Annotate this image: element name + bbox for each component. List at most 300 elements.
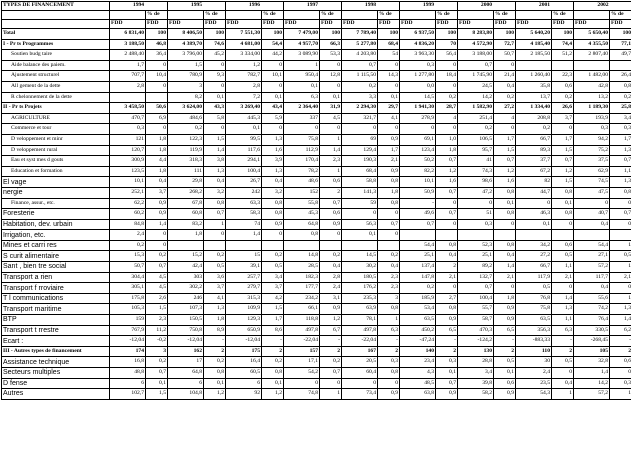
cell-value: 47,2 [458,187,494,198]
cell-percent: 0,9 [436,389,458,400]
cell-value: 152 [284,187,320,198]
cell-value: 3 796,00 [168,50,204,61]
cell-value: -883,33 [516,336,552,347]
cell-value: 68,4 [342,166,378,177]
cell-value: 55,8 [284,198,320,209]
cell-percent: 0,1 [204,378,226,389]
cell-value: 129,4 [342,145,378,156]
cell-percent: 68,4 [378,39,400,50]
cell-value [516,60,552,71]
year-1998: 1998 [342,2,400,11]
cell-value: 7,2 [226,92,262,103]
cell-value: 45,3 [284,209,320,220]
table-row [2,134,631,145]
cell-value: 123,4 [400,145,436,156]
table-row [2,262,631,273]
cell-value: 302,2 [168,283,204,294]
sub-fdd-pct: FDD [378,20,400,29]
cell-value: 120,7 [110,145,146,156]
sub-fdd-pct: FDD [436,20,458,29]
cell-value: 3 458,50 [110,103,146,114]
cell-value: 4 836,20 [400,39,436,50]
cell-value: 10,1 [400,177,436,188]
cell-value: 60,2 [110,209,146,220]
cell-value: 123,5 [110,166,146,177]
cell-percent: - [494,336,516,347]
table-row [2,92,631,103]
cell-value: 74 [226,219,262,230]
cell-percent: 1,5 [552,177,574,188]
cell-percent: 1,8 [204,315,226,326]
cell-percent [610,230,631,241]
cell-percent: 100 [204,29,226,40]
cell-value: 235,3 [342,293,378,304]
cell-value: 37,5 [574,156,610,167]
cell-value: - [400,198,436,209]
cell-percent: 1 [610,262,631,273]
cell-value: 57,2 [574,262,610,273]
cell-percent: 0,9 [146,198,168,209]
cell-percent: 0,9 [320,219,342,230]
cell-value: 1,5 [168,60,204,71]
cell-value: 60,4 [342,368,378,379]
cell-percent: 1,2 [204,389,226,400]
cell-value: 28,5 [284,262,320,273]
cell-percent: 0,8 [378,304,400,315]
cell-value: 450,2 [400,325,436,336]
row-label: III - Autres types de financement [2,346,110,357]
cell-value: 132,7 [458,272,494,283]
cell-value: 0,3 [574,124,610,135]
sub-fdd: FDD [342,20,378,29]
cell-value: 104,8 [168,389,204,400]
cell-value: 60,8 [168,209,204,220]
cell-percent: 36,4 [146,50,168,61]
cell-percent: 22,3 [552,71,574,82]
cell-percent: 1,5 [204,134,226,145]
cell-percent: 1,7 [262,315,284,326]
cell-percent: 6,2 [610,325,631,336]
cell-value: 74,2 [574,304,610,315]
cell-value: 0,2 [516,124,552,135]
cell-percent: 0,2 [320,251,342,262]
cell-value: 4 389,70 [168,39,204,50]
cell-value: -268,45 [574,336,610,347]
cell-percent: 1 [610,389,631,400]
cell-percent: 2,8 [320,272,342,283]
cell-value [574,60,610,71]
cell-value: 44,7 [516,187,552,198]
cell-percent: 0 [378,124,400,135]
table-row [2,240,631,251]
cell-percent: 1,8 [146,134,168,145]
cell-percent: 54,4 [262,39,284,50]
cell-percent: 0,6 [610,357,631,368]
cell-percent: 43,4 [262,103,284,114]
cell-value: 76,8 [516,293,552,304]
cell-value: 1,7 [110,60,146,71]
cell-percent: 0 [610,219,631,230]
cell-value: 63,3 [226,198,262,209]
cell-value: 63,9 [342,304,378,315]
cell-value: 6 831,40 [110,29,146,40]
cell-value: 54,4 [574,240,610,251]
row-label: Mines et carri res [2,240,110,251]
cell-percent: 43,3 [204,103,226,114]
cell-value: 1 260,40 [516,71,552,82]
cell-percent: 0 [436,124,458,135]
cell-value: -12,04 [226,336,262,347]
cell-value: 150,5 [168,315,204,326]
row-label: Education et formation [2,166,110,177]
cell-percent: 1,3 [610,177,631,188]
cell-percent: 0,9 [494,315,516,326]
cell-value: 23,5 [516,378,552,389]
cell-value: 73,4 [342,389,378,400]
cell-percent: 2 [320,346,342,357]
cell-value: 54,2 [284,368,320,379]
row-label: II - Pr ts Projets [2,103,110,114]
cell-percent: 0,2 [552,92,574,103]
cell-value: -12,04 [110,336,146,347]
cell-percent: 53,3 [320,50,342,61]
cell-value: 3 188,50 [110,39,146,50]
cell-percent: 0,6 [320,209,342,220]
cell-percent: 100 [262,29,284,40]
cell-percent: 0,7 [436,378,458,389]
cell-percent [204,240,226,251]
cell-value: 16,4 [226,357,262,368]
cell-percent: 0 [146,240,168,251]
cell-percent: 77,1 [610,39,631,50]
table-row [2,50,631,61]
cell-percent: 0,9 [378,134,400,145]
cell-value: 66,7 [516,262,552,273]
table-row [2,124,631,135]
cell-value: 6 937,50 [400,29,436,40]
cell-percent: 3,2 [204,187,226,198]
cell-percent: 45,2 [204,50,226,61]
cell-percent: 0,7 [320,198,342,209]
cell-value: 40,7 [574,209,610,220]
header-blank [2,11,110,20]
cell-percent: 2 [436,262,458,273]
cell-value: 8 406,50 [168,29,204,40]
cell-value: 13,2 [574,92,610,103]
row-label: Transport t rrestre [2,325,110,336]
cell-value: 51 [458,209,494,220]
cell-percent: 0 [204,60,226,71]
table-row [2,389,631,400]
table-row [2,113,631,124]
cell-percent: 4,4 [146,156,168,167]
cell-value: 56,3 [342,219,378,230]
cell-value: 62,9 [574,166,610,177]
cell-value: 95,7 [458,145,494,156]
cell-percent: 0,9 [320,304,342,315]
cell-value: 1,4 [574,368,610,379]
cell-value: 279,7 [226,283,262,294]
cell-value: 3 334,00 [226,50,262,61]
row-label: I - Pr ts Programmes [2,39,110,50]
cell-value: 305,1 [110,283,146,294]
cell-value: 50,7 [110,262,146,273]
cell-value: 170,4 [284,156,320,167]
cell-value: 445,3 [226,113,262,124]
sub-fdd: FDD [168,20,204,29]
cell-value: 50,2 [400,156,436,167]
cell-value: 30 [516,357,552,368]
cell-percent: 4,5 [146,272,168,283]
cell-value: 356,3 [516,325,552,336]
cell-value: 175,8 [110,293,146,304]
table-row [2,219,631,230]
cell-percent: 1 [320,166,342,177]
cell-value: 53,4 [400,304,436,315]
cell-percent: 1,5 [262,304,284,315]
cell-value: 251,4 [458,113,494,124]
cell-percent: - [262,336,284,347]
cell-percent: 44,2 [262,50,284,61]
cell-percent: 0,4 [204,177,226,188]
cell-value: 117,6 [226,145,262,156]
cell-value: 2 294,30 [342,103,378,114]
cell-percent: 0,8 [436,304,458,315]
cell-percent: 1,3 [262,166,284,177]
cell-value: 121 [110,134,146,145]
cell-value: 707,7 [110,71,146,82]
cell-value: 75,8 [284,134,320,145]
cell-value: 26,7 [226,177,262,188]
cell-value: 55,6 [574,293,610,304]
cell-value: 1,2 [226,60,262,71]
cell-percent: 1,1 [552,315,574,326]
cell-percent: 3,7 [146,187,168,198]
cell-percent: 1,7 [552,134,574,145]
row-label: Ajustement structurel [2,71,110,82]
cell-value: 0 [458,198,494,209]
cell-value: 92 [226,389,262,400]
cell-percent: 0,2 [204,357,226,368]
row-label: Soutien budg taire [2,50,110,61]
cell-value: 46,3 [516,209,552,220]
row-label: Commerce et tour [2,124,110,135]
cell-value: 3 089,90 [284,50,320,61]
cell-percent: 2,1 [552,272,574,283]
cell-value: 50,9 [400,187,436,198]
cell-value: 6 [226,378,262,389]
cell-value: 62,2 [110,198,146,209]
cell-value: 41 [458,156,494,167]
cell-percent: 0 [494,219,516,230]
row-label: Transport a rien [2,272,110,283]
cell-value: 67,8 [168,198,204,209]
cell-percent: 4,2 [262,293,284,304]
cell-percent: 2,6 [146,293,168,304]
cell-percent: 0,9 [378,166,400,177]
cell-percent: 2,1 [610,272,631,283]
cell-percent: 0 [204,230,226,241]
cell-percent: 0,7 [610,156,631,167]
cell-value: 0,8 [284,230,320,241]
cell-value: 0,4 [574,219,610,230]
cell-value: 3 [168,81,204,92]
year-1997: 1997 [284,2,342,11]
cell-value: 0 [400,124,436,135]
cell-value: 47,5 [574,187,610,198]
cell-value: 1 334,40 [516,103,552,114]
cell-percent: 0 [146,124,168,135]
cell-percent [320,240,342,251]
cell-percent: 0,3 [610,124,631,135]
cell-value: 99,5 [226,134,262,145]
cell-value: 304,4 [110,272,146,283]
row-label: Secteurs multiples [2,368,110,379]
cell-percent: 1,4 [204,145,226,156]
cell-percent: 10,4 [146,71,168,82]
row-label: Sant , bien tre social [2,262,110,273]
cell-percent: 0,1 [262,378,284,389]
cell-percent: 1,2 [262,389,284,400]
cell-value: 14,2 [574,378,610,389]
table-row [2,187,631,198]
cell-value: 3 963,30 [400,50,436,61]
cell-value: 78,2 [284,166,320,177]
row-label: nergie [2,187,110,198]
cell-percent: 2 [262,346,284,357]
cell-percent: 3,6 [204,272,226,283]
cell-value: 5 640,20 [516,29,552,40]
cell-percent: 0,7 [378,219,400,230]
table-row [2,71,631,82]
cell-value: 83,2 [168,219,204,230]
table-row [2,357,631,368]
year-2001: 2001 [516,2,574,11]
cell-percent: 2,7 [436,293,458,304]
cell-percent: 0,7 [320,368,342,379]
cell-value: 5 277,80 [342,39,378,50]
cell-value: 118,8 [284,315,320,326]
cell-percent: 0,4 [552,378,574,389]
cell-value: 0,7 [342,60,378,71]
cell-percent: 0,5 [552,251,574,262]
cell-percent: 0,1 [262,92,284,103]
cell-percent: 26,6 [552,103,574,114]
cell-value: 0,7 [400,219,436,230]
cell-percent: 1,3 [610,145,631,156]
cell-value: 84,8 [110,219,146,230]
cell-value: 0,1 [226,124,262,135]
cell-percent: 1,8 [146,166,168,177]
cell-value: 130 [458,346,494,357]
cell-value: 69 [342,134,378,145]
cell-percent: 74,4 [552,39,574,50]
cell-percent: 1,5 [494,145,516,156]
cell-percent: 2,3 [378,272,400,283]
cell-percent: 0 [494,283,516,294]
cell-value: 4,3 [400,368,436,379]
cell-value: -47,24 [400,336,436,347]
cell-percent: 0 [378,209,400,220]
cell-percent: 0,1 [494,198,516,209]
cell-value: -22,04 [284,336,320,347]
cell-value [226,240,262,251]
cell-percent: 1,2 [552,166,574,177]
table-row [2,336,631,347]
cell-value: 6,3 [284,92,320,103]
cell-value: 950,4 [284,71,320,82]
cell-percent: 100 [436,29,458,40]
cell-value: 32,8 [574,357,610,368]
cell-percent: 0 [552,368,574,379]
table-row [2,145,631,156]
cell-percent: 0,9 [262,219,284,230]
cell-value: 75,2 [574,145,610,156]
cell-percent: 1,6 [494,177,516,188]
cell-percent: 2,3 [320,156,342,167]
cell-percent: 0 [494,60,516,71]
table-body [2,2,631,400]
cell-percent: 0,2 [436,92,458,103]
sub-fdd: FDD [110,20,146,29]
cell-value: 15,3 [110,251,146,262]
row-label: D veloppement rural [2,145,110,156]
cell-percent: 6,5 [436,325,458,336]
cell-value: 76,4 [574,315,610,326]
cell-percent [262,240,284,251]
cell-value: 107,3 [168,304,204,315]
cell-percent: 1,1 [610,166,631,177]
table-row [2,325,631,336]
cell-percent: - [378,336,400,347]
row-label: Habitation, dev. urbain [2,219,110,230]
table-row [2,283,631,294]
cell-value: 75,8 [516,304,552,315]
cell-value: 28,8 [458,357,494,368]
cell-value: 39,8 [458,378,494,389]
cell-value: 300,9 [110,156,146,167]
cell-value: 0,2 [400,283,436,294]
cell-value: 58,3 [226,209,262,220]
table-row [2,81,631,92]
sub-pct: % de [320,11,342,20]
cell-value: 110 [516,346,552,357]
cell-percent: 0 [146,60,168,71]
cell-value: 330,5 [574,325,610,336]
cell-value: 63,8 [400,389,436,400]
cell-value: 141,3 [342,187,378,198]
cell-percent: 0 [436,60,458,71]
sub-pct: % de [204,11,226,20]
cell-value: 13,7 [516,92,552,103]
cell-value: 246 [168,293,204,304]
cell-value: 74,8 [284,389,320,400]
sub-pct: % de [610,11,631,20]
table-row [2,346,631,357]
cell-value: 66,1 [284,304,320,315]
cell-value [516,230,552,241]
cell-percent: 0,3 [378,357,400,368]
cell-value: 650,9 [226,325,262,336]
cell-percent: 27,2 [494,103,516,114]
cell-percent: 0 [320,81,342,92]
row-label: Eau et syst mes d gouts [2,156,110,167]
cell-value: 2 807,40 [574,50,610,61]
cell-value: 98,6 [458,177,494,188]
sub-fdd-pct: FDD [204,20,226,29]
sub-fdd-pct: FDD [262,20,284,29]
cell-percent: 1,0 [436,134,458,145]
